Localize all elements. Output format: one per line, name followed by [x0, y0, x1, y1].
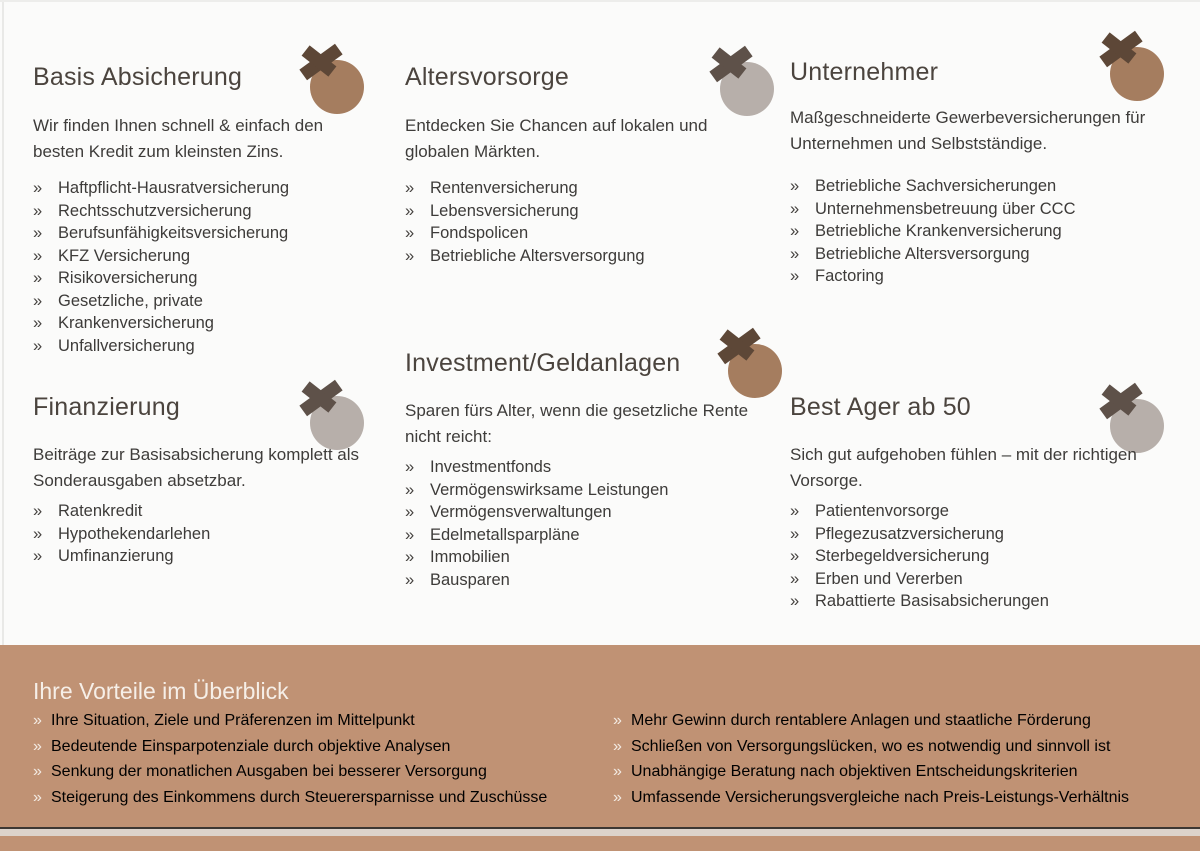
list-item: [33, 500, 363, 523]
chevron-bullet: »: [790, 222, 800, 240]
list-item: [613, 708, 1193, 734]
section-list: [790, 175, 1170, 288]
chevron-bullet: »: [405, 179, 415, 197]
benefits-column-left: [33, 708, 608, 810]
benefits-column-right: [613, 708, 1193, 810]
section-title: Basis Absicherung: [33, 63, 243, 91]
list-item-label: Lebensversicherung: [430, 201, 579, 220]
section-subtitle: Entdecken Sie Chancen auf lokalen und globalen Märkten.: [405, 116, 708, 161]
list-item-label: Immobilien: [430, 548, 510, 566]
chevron-bullet: »: [790, 502, 800, 520]
page-edge-line: [2, 2, 4, 647]
chevron-bullet: »: [33, 201, 43, 220]
list-item-label: Berufsunfähigkeitsversicherung: [58, 224, 289, 242]
list-item: [33, 759, 608, 785]
chevron-bullet: »: [33, 269, 43, 287]
chevron-bullet: »: [790, 592, 800, 610]
list-item-label: Betriebliche Krankenversicherung: [815, 222, 1062, 240]
list-item-label: Krankenversicherung: [58, 314, 214, 332]
chevron-bullet: »: [33, 763, 42, 780]
section-subtitle: Wir finden Ihnen schnell & einfach den besten Kredit zum kleinsten Zins.: [33, 116, 324, 161]
chevron-bullet: »: [790, 244, 800, 263]
list-item-label: Betriebliche Altersversorgung: [430, 246, 645, 265]
benefits-list-right: [613, 708, 1193, 810]
list-item-label: Erben und Vererben: [815, 569, 963, 588]
list-item: [790, 220, 1170, 243]
chevron-bullet: »: [613, 712, 622, 729]
chevron-bullet: »: [613, 788, 622, 806]
section-unternehmer: [790, 57, 1170, 288]
chevron-bullet: »: [33, 712, 42, 729]
chevron-bullet: »: [790, 267, 800, 285]
chevron-bullet: »: [33, 524, 43, 543]
chevron-bullet: »: [405, 246, 415, 265]
list-item: [613, 785, 1193, 811]
list-item: [613, 734, 1193, 760]
section-title: Finanzierung: [33, 393, 180, 421]
chevron-bullet: »: [33, 737, 42, 755]
list-item: [33, 312, 355, 335]
section-title: Best Ager ab 50: [790, 393, 971, 421]
chevron-bullet: »: [405, 503, 415, 521]
list-item: [33, 545, 363, 568]
chevron-bullet: »: [790, 569, 800, 588]
list-item-label: Vermögenswirksame Leistungen: [430, 480, 669, 499]
list-item-label: Hypothekendarlehen: [58, 524, 211, 543]
list-item-label: Gesetzliche, private: [58, 291, 203, 310]
list-item-label: Betriebliche Altersversorgung: [815, 244, 1030, 263]
chevron-bullet: »: [405, 570, 415, 589]
list-item-label: Bedeutende Einsparpotenziale durch objektive Analysen: [51, 737, 451, 755]
list-item: [405, 524, 757, 547]
list-item-label: Rechtsschutzversicherung: [58, 201, 252, 220]
list-item: [790, 243, 1170, 266]
section-title: Unternehmer: [790, 58, 939, 86]
list-item: [405, 177, 750, 200]
list-item-label: Patientenvorsorge: [815, 502, 949, 520]
list-item-label: Haftpflicht-Hausratversicherung: [58, 179, 290, 197]
chevron-bullet: »: [613, 737, 622, 755]
section-list: [405, 177, 750, 267]
list-item: [790, 500, 1170, 523]
list-item-label: Pflegezusatzversicherung: [815, 524, 1004, 543]
section-title: Altersvorsorge: [405, 63, 569, 91]
list-item-label: Rabattierte Basisabsicherungen: [815, 592, 1049, 610]
list-item: [790, 590, 1170, 613]
section-subtitle: Beiträge zur Basisabsicherung komplett als Sonderausgaben absetzbar.: [33, 445, 359, 490]
list-item-label: Betriebliche Sachversicherungen: [815, 177, 1057, 195]
list-item: [33, 335, 355, 358]
chevron-bullet: »: [33, 291, 43, 310]
section-best-ager: [790, 392, 1170, 613]
list-item-label: Edelmetallsparpläne: [430, 525, 580, 544]
list-item-label: Schließen von Versorgungslücken, wo es notwendig und sinnvoll ist: [631, 737, 1111, 755]
list-item-label: Ihre Situation, Ziele und Präferenzen im Mittelpunkt: [51, 712, 415, 729]
list-item-label: Senkung der monatlichen Ausgaben bei besserer Versorgung: [51, 763, 487, 780]
list-item-label: Factoring: [815, 267, 884, 285]
section-investment-geldanlagen: [405, 348, 757, 591]
list-item-label: Risikoversicherung: [58, 269, 198, 287]
list-item: [405, 456, 757, 479]
list-item-label: KFZ Versicherung: [58, 246, 191, 265]
chevron-bullet: »: [405, 224, 415, 242]
list-item-label: Bausparen: [430, 570, 510, 589]
list-item: [790, 545, 1170, 568]
section-finanzierung: [33, 392, 363, 568]
benefits-list-left: [33, 708, 608, 810]
list-item-label: Rentenversicherung: [430, 179, 578, 197]
chevron-bullet: »: [790, 177, 800, 195]
list-item: [33, 177, 355, 200]
list-item: [33, 245, 355, 268]
list-item: [790, 198, 1170, 221]
list-item: [33, 267, 355, 290]
section-subtitle: Sich gut aufgehoben fühlen – mit der richtigen Vorsorge.: [790, 445, 1137, 490]
chevron-bullet: »: [405, 525, 415, 544]
section-subtitle: Sparen fürs Alter, wenn die gesetzliche Rente nicht reicht:: [405, 401, 749, 446]
list-item-label: Unternehmensbetreuung über CCC: [815, 199, 1076, 218]
chevron-bullet: »: [790, 547, 800, 565]
chevron-bullet: »: [33, 246, 43, 265]
list-item: [405, 245, 750, 268]
section-list: [33, 500, 363, 568]
benefits-title: Ihre Vorteile im Überblick: [33, 678, 289, 704]
chevron-bullet: »: [790, 199, 800, 218]
chevron-bullet: »: [405, 458, 415, 476]
list-item: [790, 568, 1170, 591]
chevron-bullet: »: [405, 548, 415, 566]
chevron-bullet: »: [613, 763, 622, 780]
chevron-bullet: »: [790, 524, 800, 543]
list-item-label: Unabhängige Beratung nach objektiven Entscheidungskriterien: [631, 763, 1078, 780]
section-list: [790, 500, 1170, 613]
list-item-label: Mehr Gewinn durch rentablere Anlagen und staatliche Förderung: [631, 712, 1091, 729]
list-item: [790, 523, 1170, 546]
list-item: [405, 546, 757, 569]
list-item: [405, 222, 750, 245]
list-item: [33, 222, 355, 245]
list-item: [33, 523, 363, 546]
section-list: [33, 177, 355, 357]
list-item-label: Umfinanzierung: [58, 547, 174, 565]
list-item: [33, 200, 355, 223]
list-item-label: Sterbegeldversicherung: [815, 547, 990, 565]
list-item: [613, 759, 1193, 785]
list-item: [33, 290, 355, 313]
list-item: [790, 175, 1170, 198]
chevron-bullet: »: [33, 547, 43, 565]
divider-light: [0, 829, 1200, 836]
chevron-bullet: »: [33, 179, 43, 197]
chevron-bullet: »: [405, 480, 415, 499]
section-basis-absicherung: [33, 62, 355, 357]
list-item-label: Umfassende Versicherungsvergleiche nach Preis-Leistungs-Verhältnis: [631, 788, 1130, 806]
section-subtitle: Maßgeschneiderte Gewerbeversicherungen für Unternehmen und Selbstständige.: [790, 108, 1146, 153]
list-item: [33, 708, 608, 734]
list-item: [405, 569, 757, 592]
section-list: [405, 456, 757, 591]
list-item: [33, 785, 608, 811]
chevron-bullet: »: [33, 224, 43, 242]
list-item-label: Ratenkredit: [58, 502, 143, 520]
list-item-label: Steigerung des Einkommens durch Steuerersparnisse und Zuschüsse: [51, 788, 548, 806]
chevron-bullet: »: [33, 314, 43, 332]
list-item: [790, 265, 1170, 288]
list-item-label: Vermögensverwaltungen: [430, 503, 612, 521]
list-item-label: Unfallversicherung: [58, 336, 195, 355]
list-item-label: Investmentfonds: [430, 458, 552, 476]
section-title: Investment/Geldanlagen: [405, 349, 681, 377]
list-item: [405, 200, 750, 223]
section-altersvorsorge: [405, 62, 750, 267]
chevron-bullet: »: [33, 502, 43, 520]
chevron-bullet: »: [33, 788, 42, 806]
chevron-bullet: »: [33, 336, 43, 355]
chevron-bullet: »: [405, 201, 415, 220]
list-item: [405, 479, 757, 502]
list-item: [405, 501, 757, 524]
list-item-label: Fondspolicen: [430, 224, 529, 242]
list-item: [33, 734, 608, 760]
